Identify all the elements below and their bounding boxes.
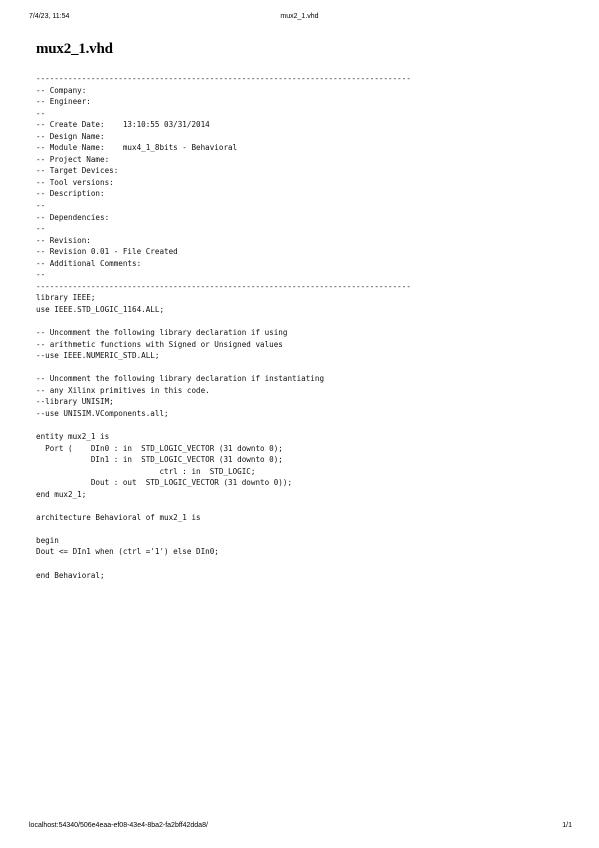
code-line: end mux2_1; (36, 489, 87, 499)
code-line: --library UNISIM; (36, 397, 114, 407)
code-line: Dout <= DIn1 when (ctrl ='1') else DIn0; (36, 547, 219, 557)
code-line: -- (36, 224, 46, 234)
print-footer (0, 822, 599, 834)
code-line: -- Module Name: mux4_1_8bits - Behavioral (36, 143, 238, 153)
code-line: library IEEE; (36, 293, 96, 303)
code-line (36, 362, 411, 374)
document-title: mux2_1.vhd (36, 41, 113, 57)
code-listing (36, 73, 411, 581)
code-line (36, 315, 411, 327)
code-line (36, 419, 411, 431)
code-line: -- Description: (36, 189, 105, 199)
code-line: begin (36, 535, 59, 545)
code-line (36, 523, 411, 535)
code-line: entity mux2_1 is (36, 431, 110, 441)
code-line (36, 500, 411, 512)
code-line: architecture Behavioral of mux2_1 is (36, 512, 201, 522)
page-number: 1/1 (562, 822, 572, 829)
code-line: -- Revision 0.01 - File Created (36, 247, 178, 257)
code-line: -- Create Date: 13:10:55 03/31/2014 (36, 120, 210, 130)
code-line: ctrl : in STD_LOGIC; (36, 466, 256, 476)
code-line: -- Target Devices: (36, 166, 119, 176)
code-line: ---------------------------------------------------------------------------------- (36, 74, 411, 83)
code-line: -- Design Name: (36, 131, 105, 141)
code-line: ---------------------------------------------------------------------------------- (36, 281, 411, 291)
code-line: Port ( DIn0 : in STD_LOGIC_VECTOR (31 downto 0); (36, 443, 283, 453)
code-line: -- (36, 201, 46, 211)
print-filename: mux2_1.vhd (280, 13, 319, 20)
code-line: -- Uncomment the following library declaration if using (36, 328, 288, 338)
code-line: -- Engineer: (36, 97, 91, 107)
code-line: --use UNISIM.VComponents.all; (36, 408, 169, 418)
code-line: -- any Xilinx primitives in this code. (36, 385, 210, 395)
code-line: -- (36, 108, 46, 118)
print-header (0, 13, 599, 25)
code-line: DIn1 : in STD_LOGIC_VECTOR (31 downto 0); (36, 455, 283, 465)
code-line: -- Additional Comments: (36, 258, 142, 268)
print-datetime: 7/4/23, 11:54 (29, 13, 70, 20)
code-line: use IEEE.STD_LOGIC_1164.ALL; (36, 304, 165, 314)
code-line: -- Revision: (36, 235, 91, 245)
code-line: -- (36, 270, 46, 280)
code-line: end Behavioral; (36, 570, 105, 580)
code-line (36, 558, 411, 570)
code-line: --use IEEE.NUMERIC_STD.ALL; (36, 351, 160, 361)
code-line: -- Company: (36, 85, 87, 95)
code-line: -- Tool versions: (36, 177, 114, 187)
code-line: -- Dependencies: (36, 212, 110, 222)
code-line: -- Project Name: (36, 154, 110, 164)
print-url: localhost:54340/506e4eaa-ef08-43e4-8ba2-fa2bff42dda8/ (29, 822, 208, 829)
code-line: -- arithmetic functions with Signed or Unsigned values (36, 339, 283, 349)
code-line: Dout : out STD_LOGIC_VECTOR (31 downto 0)); (36, 478, 293, 488)
code-line: -- Uncomment the following library declaration if instantiating (36, 374, 325, 384)
